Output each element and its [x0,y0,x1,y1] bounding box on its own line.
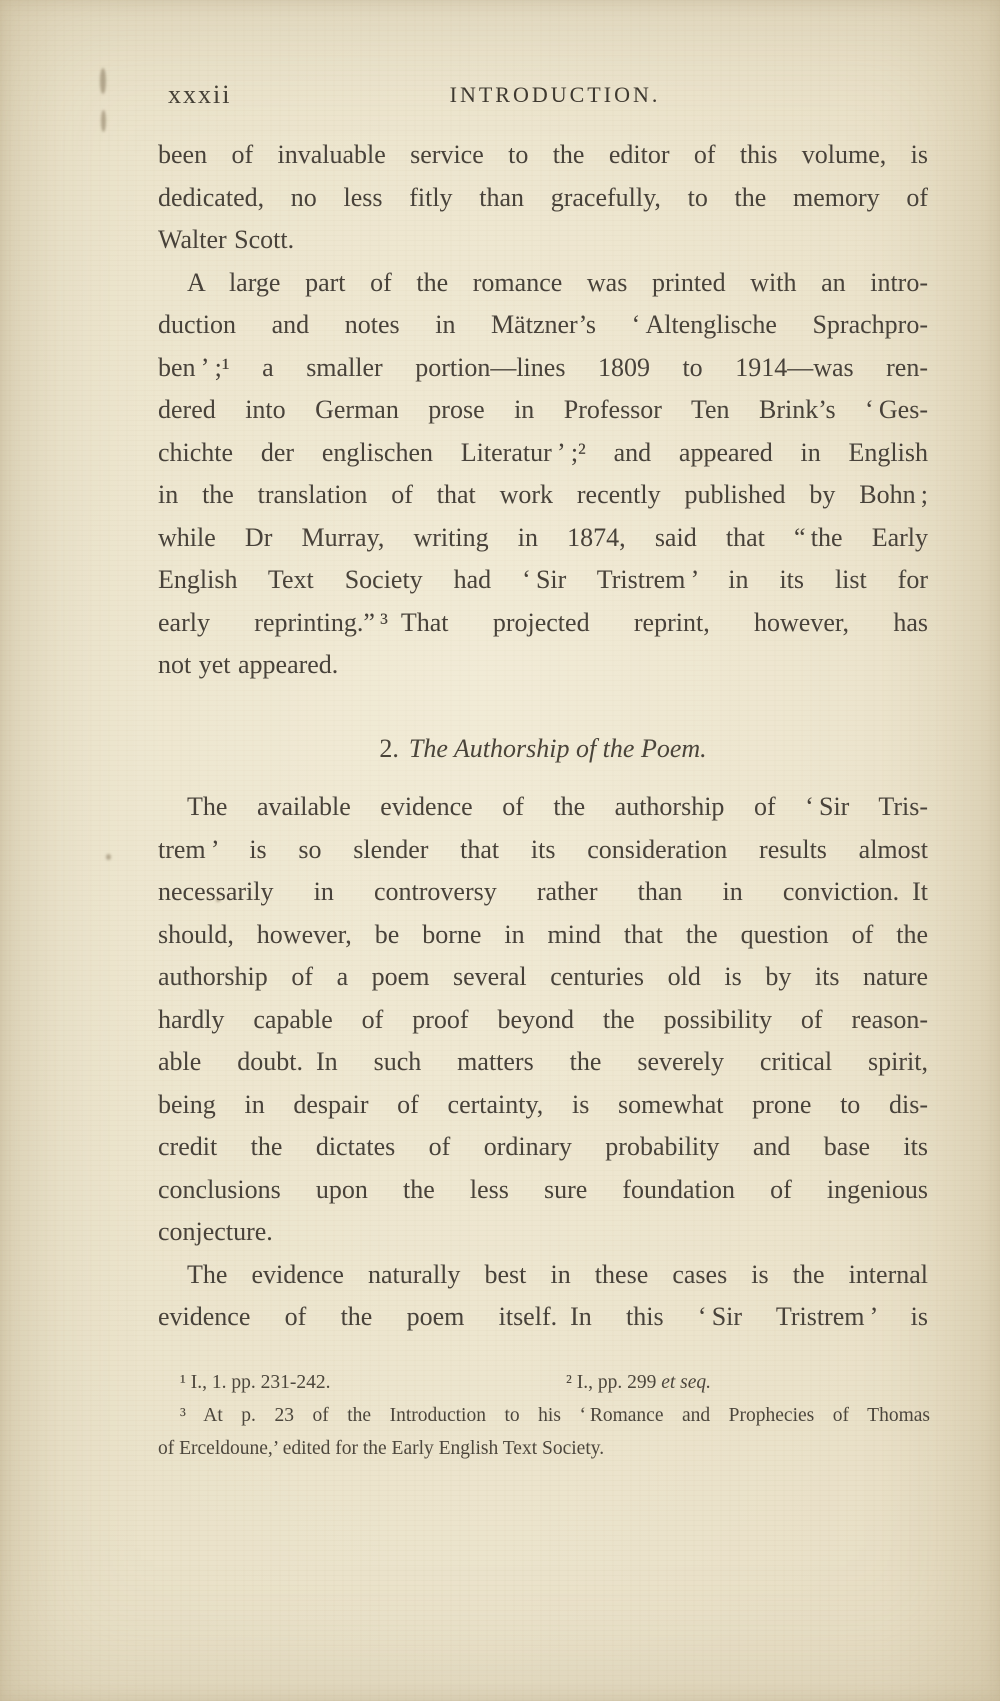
text-line: trem ’ is so slender that its consideration results almost [158,834,928,864]
footnote-row [158,1366,930,1399]
paragraph [158,786,928,1254]
footnote-2 [566,1366,711,1399]
footnote-2-latin-phrase: et seq. [661,1372,712,1393]
text-line: conclusions upon the less sure foundation of ingenious [158,1174,928,1204]
scan-speck [106,854,111,860]
footnote-1: ¹ I., 1. pp. 231-242. [180,1372,331,1393]
text-line: early reprinting.” ³ That projected reprint, however, has [158,607,928,637]
text-line: The evidence naturally best in these cases is the internal [187,1259,928,1289]
footnote-2-text: ² I., pp. 299 [566,1372,662,1393]
paragraph [158,134,928,262]
paragraph [158,1254,928,1339]
paragraph [158,262,928,687]
section-title: The Authorship of the Poem. [408,733,707,763]
running-title: INTRODUCTION. [449,82,661,107]
scan-speck [101,110,106,132]
text-line: credit the dictates of ordinary probability and base its [158,1132,928,1161]
section-heading [158,728,928,771]
footnotes [158,1366,930,1465]
footnote-3-line-1: ³ At p. 23 of the Introduction to his ‘ Romance and Prophecies of Thomas [180,1405,930,1426]
text-line: The available evidence of the authorship of ‘ Sir Tris- [187,792,928,821]
text-line: being in despair of certainty, is somewhat prone to dis- [158,1089,928,1119]
text-line: hardly capable of proof beyond the possibility of reason- [158,1004,928,1034]
text-line: in the translation of that work recently published by Bohn ; [158,480,928,509]
page-number: xxxii [168,80,232,109]
page-content [158,76,928,1339]
text-line: while Dr Murray, writing in 1874, said that “ the Early [158,522,928,552]
text-line: necessarily in controversy rather than in conviction. It [158,877,928,906]
text-line: dered into German prose in Professor Ten Brink’s ‘ Ges- [158,395,928,424]
scan-speck [100,68,106,94]
text-line: should, however, be borne in mind that the question of the [158,919,928,949]
text-line: conjecture. [158,1217,273,1246]
text-line: Walter Scott. [158,225,295,254]
text-line: evidence of the poem itself. In this ‘ Sir Tristrem ’ is [158,1302,928,1331]
text-line: authorship of a poem several centuries old is by its nature [158,962,928,991]
text-line: able doubt. In such matters the severely critical spirit, [158,1047,928,1076]
footnote-3-line-2: of Erceldoune,’ edited for the Early English Text Society. [158,1438,605,1459]
text-line: been of invaluable service to the editor of this volume, is [158,140,928,169]
text-line: duction and notes in Mätzner’s ‘ Altenglische Sprachpro- [158,310,928,339]
text-line: A large part of the romance was printed with an intro- [187,267,928,297]
text-line: chichte der englischen Literatur ’ ;² and appeared in English [158,437,928,467]
text-line: English Text Society had ‘ Sir Tristrem ’ in its list for [158,565,928,594]
text-line: ben ’ ;¹ a smaller portion—lines 1809 to 1914—was ren- [158,352,928,382]
text-line: not yet appeared. [158,650,339,679]
page-body [158,134,928,1339]
text-line: dedicated, no less fitly than gracefully, to the memory of [158,182,928,212]
page-header [158,76,928,118]
section-number: 2. [379,733,399,763]
